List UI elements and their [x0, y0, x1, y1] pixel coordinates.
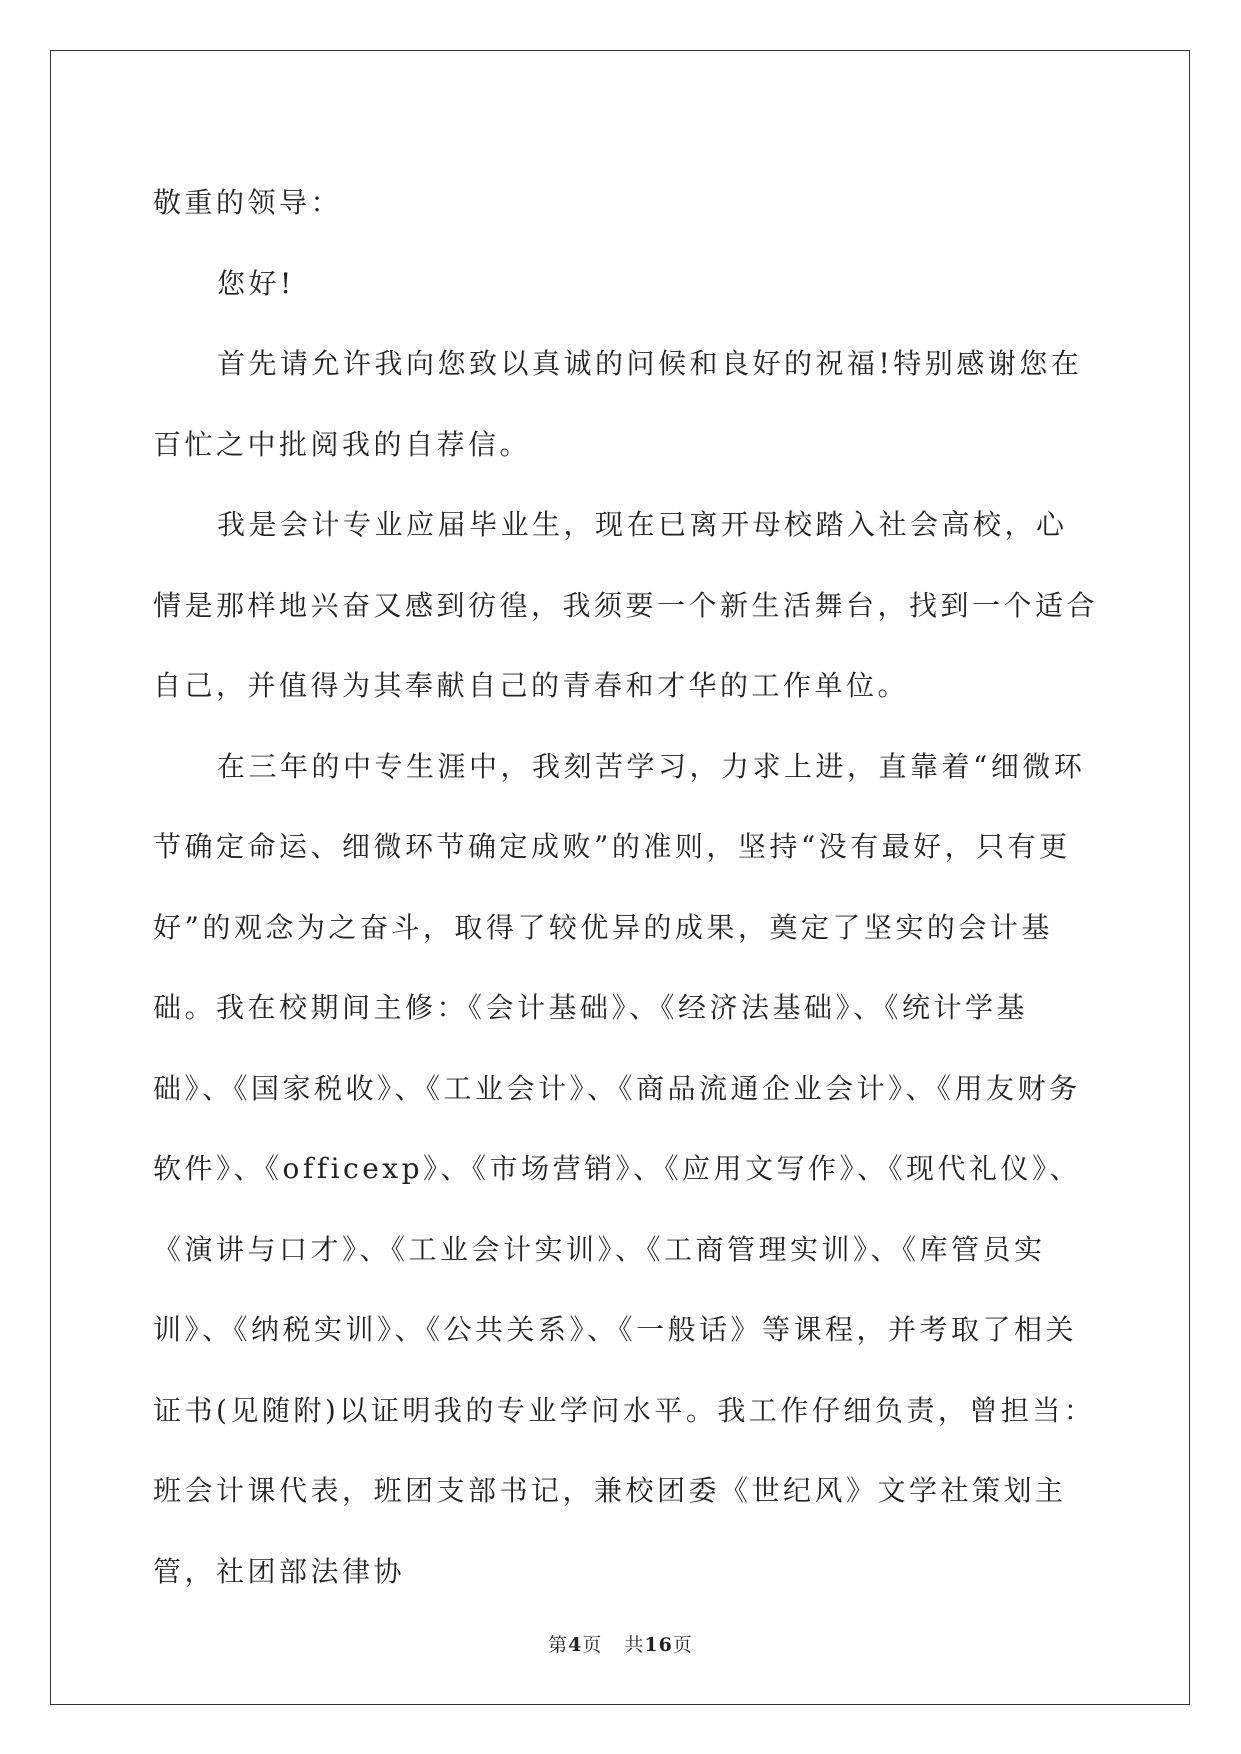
page-footer	[0, 1630, 1241, 1657]
total-prefix: 共	[624, 1634, 645, 1656]
page-unit: 页	[582, 1634, 603, 1656]
page-prefix: 第	[548, 1634, 569, 1656]
page-current: 4	[568, 1634, 583, 1656]
letter-body	[153, 163, 1098, 1612]
paragraph-intro: 首先请允许我向您致以真诚的问候和良好的祝福!特别感谢您在百忙之中批阅我的自荐信。	[153, 347, 1083, 461]
greeting: 您好!	[217, 266, 295, 300]
salutation: 敬重的领导：	[153, 186, 343, 219]
paragraph-self-introduction: 我是会计专业应届毕业生，现在已离开母校踏入社会高校，心情是那样地兴奋又感到彷徨，我须要一个新生活舞台，找到一个适合自己，并值得为其奉献自己的青春和才华的工作单位。	[153, 508, 1099, 702]
page-total: 16	[644, 1634, 673, 1656]
paragraph-education: 在三年的中专生涯中，我刻苦学习，力求上进，直靠着“细微环节确定命运、细微环节确定成败”的准则，坚持“没有最好，只有更好”的观念为之奋斗，取得了较优异的成果，奠定了坚实的会计基础。我在校期间主修：《会计基础》、《经济法基础》、《统计学基础》、《国家税收》、《工业会计》、《商品流通企业会计》、《用友财务软件》、《officexp》、《市场营销》、《应用文写作》、《现代礼仪》、《演讲与口才》、《工业会计实训》、《工商管理实训》、《库管员实训》、《纳税实训》、《公共关系》、《一般话》等课程，并考取了相关证书(见随附)以证明我的专业学问水平。我工作仔细负责，曾担当：班会计课代表，班团支部书记，兼校团委《世纪风》文学社策划主管，社团部法律协	[153, 749, 1096, 1588]
total-unit: 页	[672, 1634, 693, 1656]
